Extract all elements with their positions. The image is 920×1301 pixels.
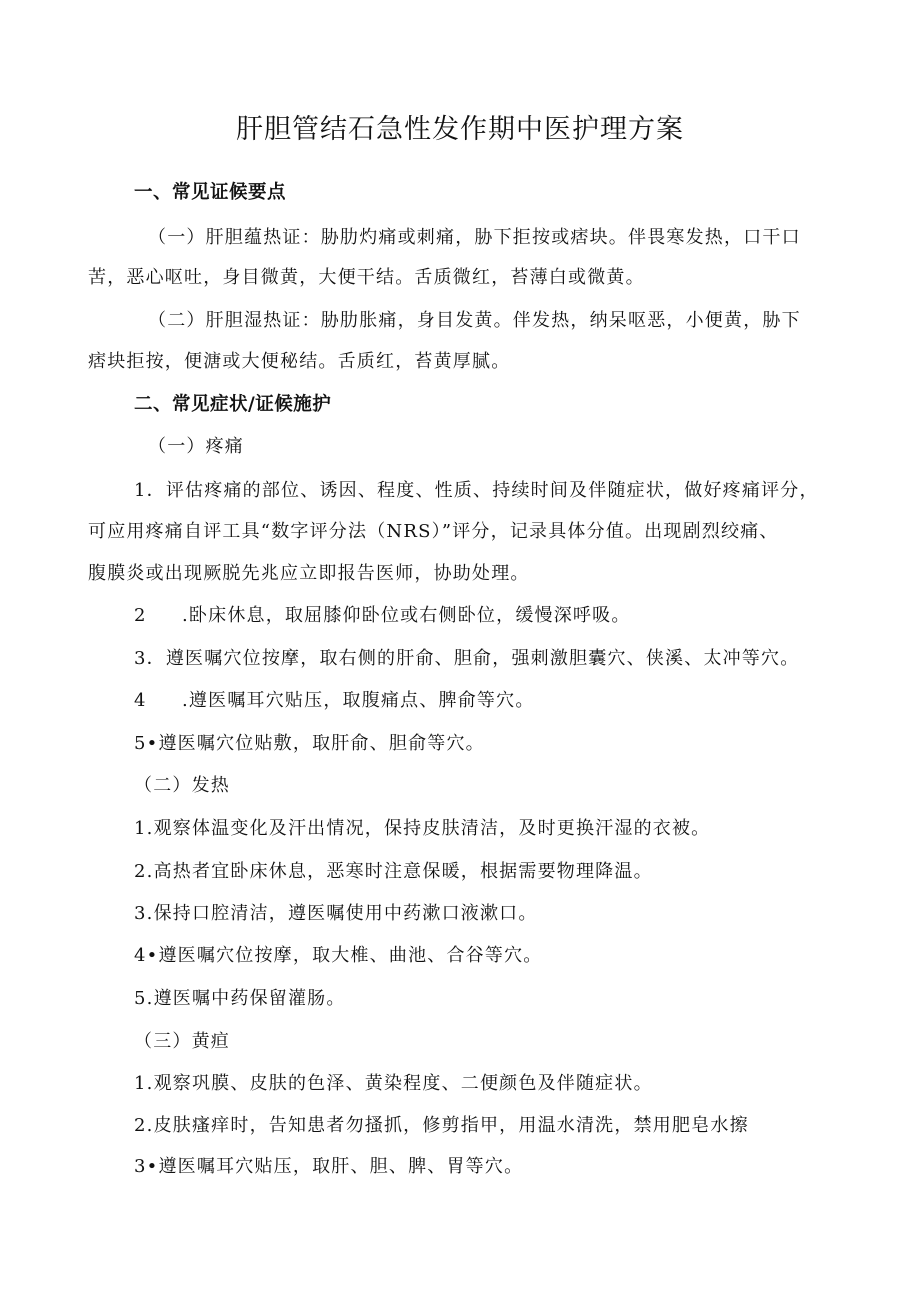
- pain-item-5: 5•遵医嘱穴位贴敷，取肝俞、胆俞等穴。: [134, 733, 485, 754]
- pain-item-2: [134, 604, 631, 628]
- fever-item-2: 2.高热者宜卧床休息，恶寒时注意保暖，根据需要物理降温。: [134, 861, 653, 882]
- jaundice-item-1: 1.观察巩膜、皮肤的色泽、黄染程度、二便颜色及伴随症状。: [134, 1073, 653, 1094]
- subheading-jaundice: （三）黄疸: [134, 1031, 230, 1052]
- syndrome-1-line-2: 苦，恶心呕吐，身目微黄，大便干结。舌质微红，苔薄白或微黄。: [88, 267, 645, 288]
- syndrome-1-line-1: （一）肝胆蕴热证：胁肋灼痛或刺痛，胁下拒按或痞块。伴畏寒发热，口干口: [148, 227, 801, 248]
- pain-item-4-text: .遵医嘱耳穴贴压，取腹痛点、脾俞等穴。: [182, 690, 535, 711]
- section-heading-syndromes: 一、常见证候要点: [134, 182, 287, 203]
- fever-item-1: 1.观察体温变化及汗出情况，保持皮肤清洁，及时更换汗湿的衣被。: [134, 818, 711, 839]
- fever-item-4: 4•遵医嘱穴位按摩，取大椎、曲池、合谷等穴。: [134, 945, 543, 966]
- pain-item-4-number: 4: [134, 690, 147, 711]
- subheading-pain: （一）疼痛: [148, 436, 244, 457]
- fever-item-3: 3.保持口腔清洁，遵医嘱使用中药漱口液漱口。: [134, 903, 538, 924]
- document-title: 肝胆管结石急性发作期中医护理方案: [236, 114, 684, 145]
- jaundice-item-2: 2.皮肤瘙痒时，告知患者勿搔抓，修剪指甲，用温水清洗，禁用肥皂水擦: [134, 1115, 749, 1136]
- fever-item-5: 5.遵医嘱中药保留灌肠。: [134, 988, 346, 1009]
- pain-item-1-line-2: 可应用疼痛自评工具“数字评分法（NRS）”评分，记录具体分值。出现剧烈绞痛、: [88, 521, 779, 542]
- syndrome-2-line-1: （二）肝胆湿热证：胁肋胀痛，身目发黄。伴发热，纳呆呕恶，小便黄，胁下: [148, 310, 801, 331]
- pain-item-2-text: .卧床休息，取屈膝仰卧位或右侧卧位，缓慢深呼吸。: [182, 605, 631, 626]
- syndrome-2-line-2: 痞块拒按，便溏或大便秘结。舌质红，苔黄厚腻。: [88, 351, 511, 372]
- subheading-fever: （二）发热: [134, 775, 230, 796]
- pain-item-4: [134, 689, 535, 713]
- pain-item-1-line-3: 腹膜炎或出现厥脱先兆应立即报告医师，协助处理。: [88, 563, 530, 584]
- pain-item-2-number: 2: [134, 605, 147, 626]
- pain-item-1-line-1: 1．评估疼痛的部位、诱因、程度、性质、持续时间及伴随症状，做好疼痛评分，: [134, 480, 819, 501]
- jaundice-item-3: 3•遵医嘱耳穴贴压，取肝、胆、脾、胃等穴。: [134, 1156, 524, 1177]
- pain-item-3: 3．遵医嘱穴位按摩，取右侧的肝俞、胆俞，强刺激胆囊穴、侠溪、太冲等穴。: [134, 648, 800, 669]
- section-heading-nursing: 二、常见症状/证候施护: [134, 394, 332, 415]
